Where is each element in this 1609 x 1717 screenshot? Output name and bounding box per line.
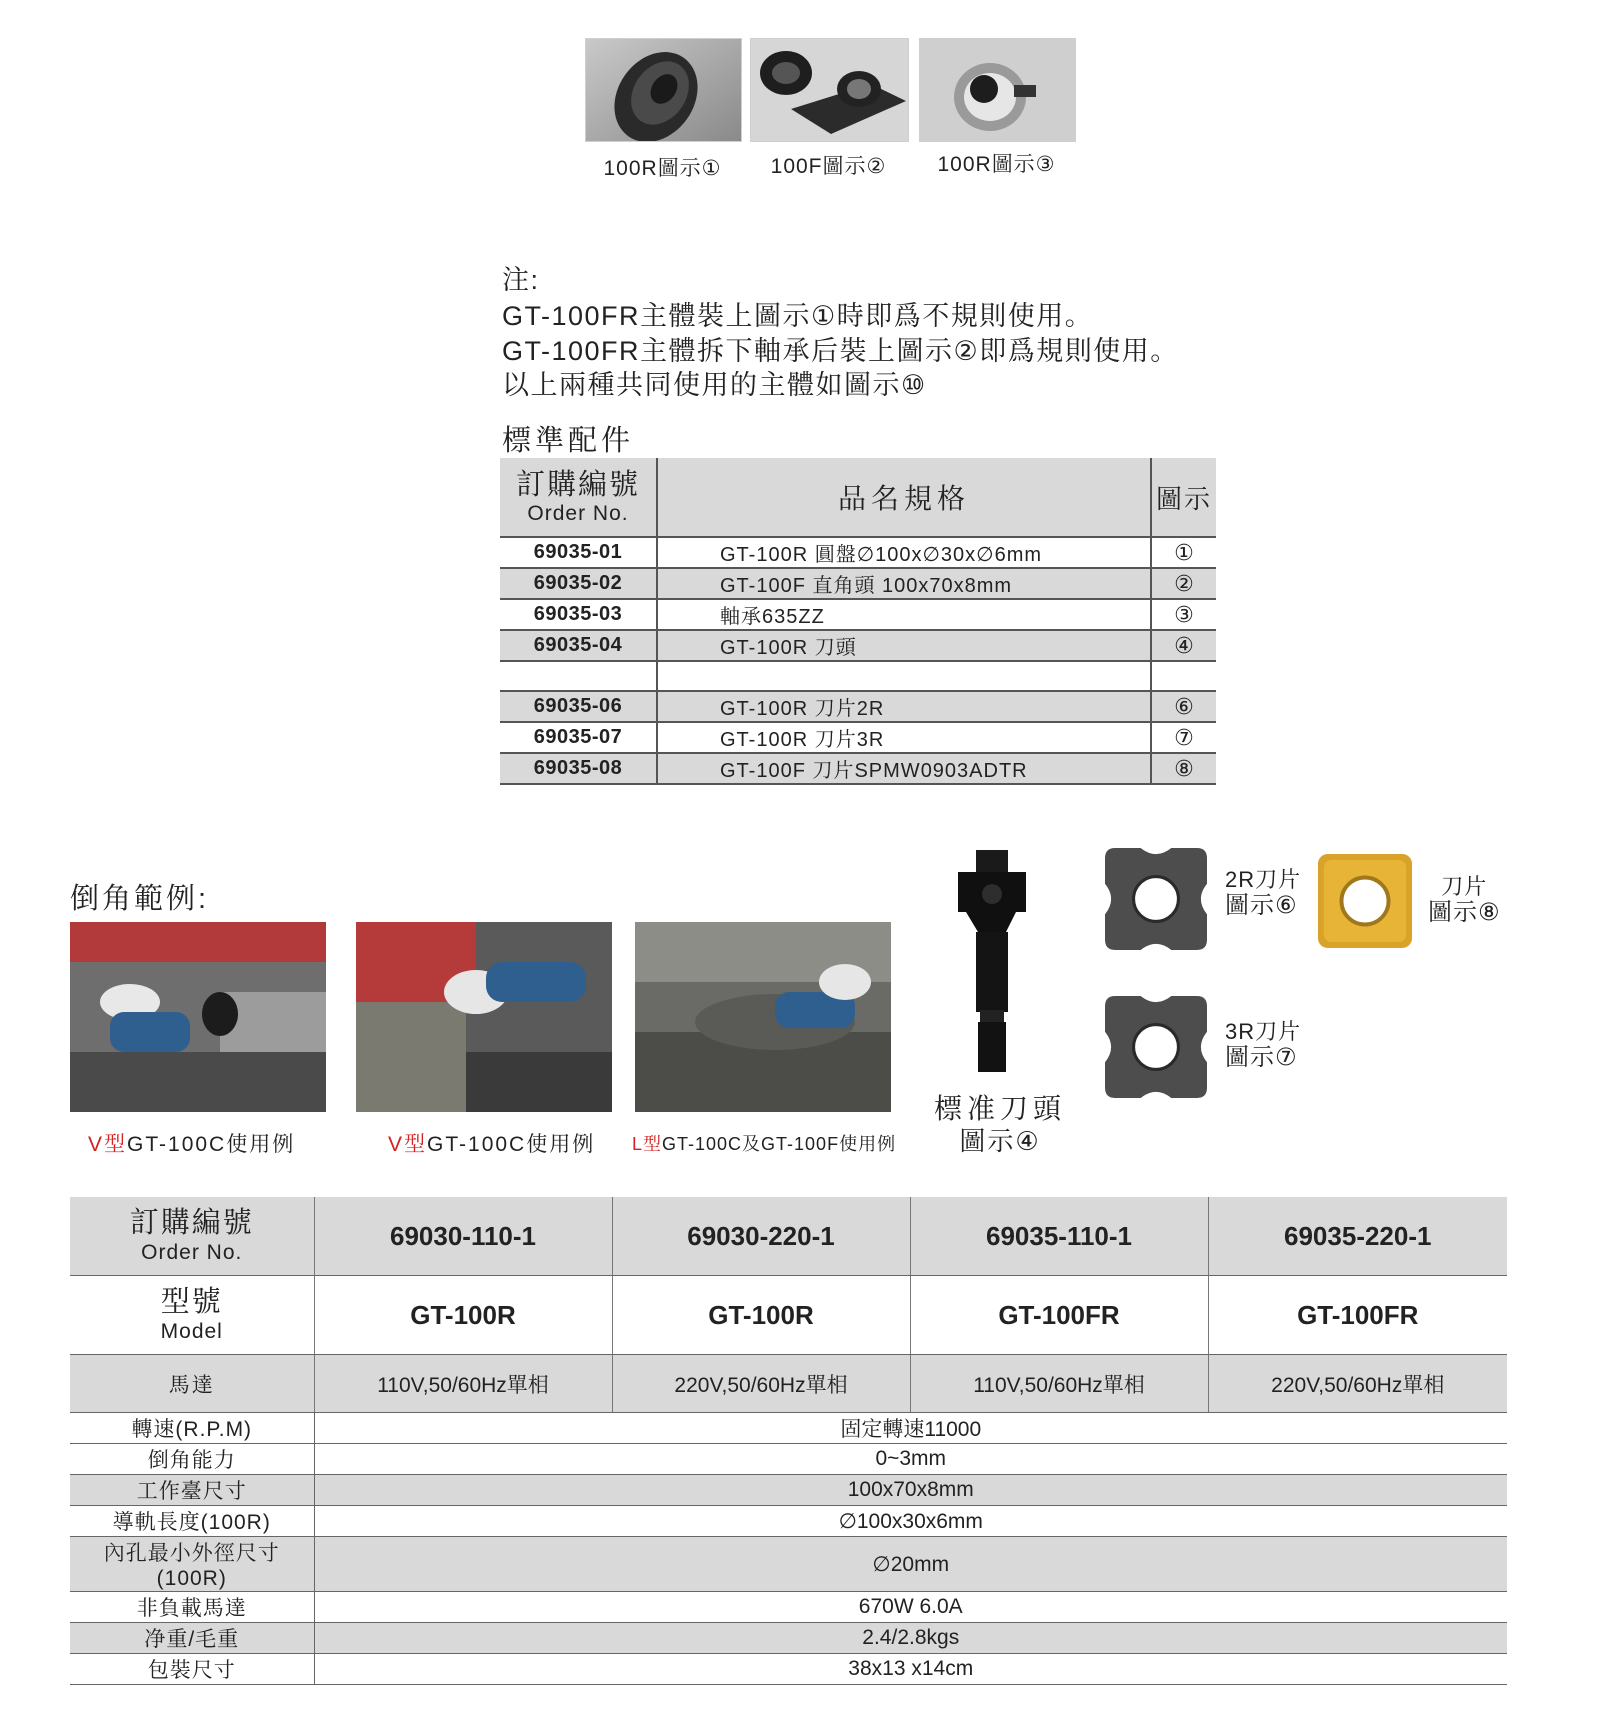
- spec-row-label: 內孔最小外徑尺寸(100R): [70, 1537, 314, 1592]
- spec-row: [70, 1654, 1507, 1685]
- accessories-row: [500, 599, 1216, 630]
- spec-model-label-zh: 型號: [160, 1286, 223, 1318]
- accessories-order: 69035-02: [500, 568, 657, 599]
- examples-title: 倒角範例:: [70, 883, 210, 915]
- spec-row-value: 固定轉速11000: [314, 1413, 1507, 1444]
- accessories-name: 軸承635ZZ: [657, 599, 1151, 630]
- accessories-fig: ③: [1151, 599, 1216, 630]
- example-caption-3-type: L型: [632, 1134, 663, 1154]
- note-line-2: GT-100FR主體拆下軸承后裝上圖示②即爲規則使用。: [502, 336, 1179, 366]
- accessories-fig: [1151, 661, 1216, 691]
- photo-caption-2: 100F圖示②: [770, 155, 887, 178]
- accessories-row: [500, 753, 1216, 784]
- accessories-header-order-en: Order No.: [527, 502, 629, 525]
- example-caption-2: [388, 1128, 595, 1158]
- example-caption-1: [88, 1128, 295, 1158]
- accessories-fig: ⑧: [1151, 753, 1216, 784]
- accessories-fig: ①: [1151, 537, 1216, 568]
- spec-row-label: 倒角能力: [70, 1444, 314, 1475]
- spec-order-number: 69030-110-1: [314, 1197, 612, 1276]
- spec-model: GT-100R: [612, 1276, 910, 1355]
- accessories-order: 69035-06: [500, 691, 657, 722]
- spec-row: [70, 1592, 1507, 1623]
- example-photo-3: [635, 922, 891, 1112]
- spec-motor-label: 馬達: [70, 1355, 314, 1413]
- spec-order-number: 69035-220-1: [1208, 1197, 1507, 1276]
- spec-row-value: 670W 6.0A: [314, 1592, 1507, 1623]
- spec-row-label: 工作臺尺寸: [70, 1475, 314, 1506]
- example-caption-3: [632, 1130, 896, 1156]
- spec-motor: 220V,50/60Hz單相: [1208, 1355, 1507, 1413]
- insert-f-image: [1316, 852, 1414, 950]
- example-photo-2: [356, 922, 612, 1112]
- cutter-head-fig: 圖示④: [959, 1126, 1041, 1156]
- accessories-fig: ⑥: [1151, 691, 1216, 722]
- insert-f-label: 刀片: [1441, 874, 1488, 899]
- accessories-title: 標準配件: [502, 425, 635, 457]
- accessories-header-order-zh: 訂購編號: [515, 469, 640, 501]
- spec-row-value: ∅100x30x6mm: [314, 1506, 1507, 1537]
- spec-order-number: 69030-220-1: [612, 1197, 910, 1276]
- insert-f-caption: [1428, 875, 1501, 927]
- cutter-head-image: [946, 850, 1036, 1085]
- insert-2r-label: 2R刀片: [1225, 867, 1302, 892]
- spec-row: [70, 1506, 1507, 1537]
- insert-3r-caption: [1225, 1020, 1301, 1072]
- accessories-header-name: 品名規格: [657, 458, 1151, 537]
- example-caption-3-text: GT-100C及GT-100F使用例: [662, 1134, 897, 1154]
- photo-100f-angle-head: [750, 38, 909, 142]
- accessories-name: [657, 661, 1151, 691]
- accessories-order: 69035-07: [500, 722, 657, 753]
- insert-2r-image: [1105, 848, 1207, 950]
- spec-model: GT-100FR: [910, 1276, 1208, 1355]
- spec-row-value: 100x70x8mm: [314, 1475, 1507, 1506]
- spec-row: [70, 1623, 1507, 1654]
- spec-model-label-en: Model: [160, 1320, 223, 1343]
- photo-caption-3: 100R圖示③: [937, 153, 1056, 176]
- spec-motor: 220V,50/60Hz單相: [612, 1355, 910, 1413]
- example-caption-2-type: V型: [388, 1133, 428, 1156]
- accessories-row: [500, 691, 1216, 722]
- note-heading: 注:: [502, 265, 540, 295]
- accessories-order: 69035-08: [500, 753, 657, 784]
- accessories-row: [500, 537, 1216, 568]
- spec-model: GT-100FR: [1208, 1276, 1507, 1355]
- accessories-name: GT-100R 刀片2R: [657, 691, 1151, 722]
- spec-row-label: 非負載馬達: [70, 1592, 314, 1623]
- spec-row-label: 轉速(R.P.M): [70, 1413, 314, 1444]
- spec-motor: 110V,50/60Hz單相: [314, 1355, 612, 1413]
- accessories-fig: ④: [1151, 630, 1216, 661]
- spec-table: [70, 1197, 1507, 1685]
- accessories-name: GT-100F 刀片SPMW0903ADTR: [657, 753, 1151, 784]
- accessories-fig: ②: [1151, 568, 1216, 599]
- example-caption-1-text: GT-100C使用例: [127, 1133, 296, 1156]
- accessories-row: [500, 630, 1216, 661]
- example-caption-1-type: V型: [88, 1133, 128, 1156]
- spec-order-number: 69035-110-1: [910, 1197, 1208, 1276]
- accessories-table: [500, 458, 1216, 785]
- insert-3r-fig: 圖示⑦: [1225, 1044, 1298, 1071]
- spec-motor: 110V,50/60Hz單相: [910, 1355, 1208, 1413]
- spec-row-label: 包裝尺寸: [70, 1654, 314, 1685]
- spec-row-value: 38x13 x14cm: [314, 1654, 1507, 1685]
- example-caption-2-text: GT-100C使用例: [427, 1133, 596, 1156]
- spec-model-row: [70, 1276, 1507, 1355]
- insert-2r-caption: [1225, 868, 1301, 920]
- accessories-header-row: [500, 458, 1216, 537]
- spec-row: [70, 1475, 1507, 1506]
- spec-order-label: [70, 1197, 314, 1276]
- note-line-3: 以上兩種共同使用的主體如圖示⑩: [502, 370, 927, 400]
- insert-f-fig: 圖示⑧: [1428, 899, 1501, 926]
- insert-3r-label: 3R刀片: [1225, 1019, 1302, 1044]
- spec-model-label: [70, 1276, 314, 1355]
- accessories-order: 69035-03: [500, 599, 657, 630]
- photo-caption-1: 100R圖示①: [603, 157, 722, 180]
- spec-order-label-en: Order No.: [141, 1241, 243, 1264]
- accessories-name: GT-100R 刀片3R: [657, 722, 1151, 753]
- insert-2r-fig: 圖示⑥: [1225, 892, 1298, 919]
- accessories-fig: ⑦: [1151, 722, 1216, 753]
- spec-row-label: 净重/毛重: [70, 1623, 314, 1654]
- spec-row-value: ∅20mm: [314, 1537, 1507, 1592]
- accessories-order: 69035-04: [500, 630, 657, 661]
- spec-row-value: 2.4/2.8kgs: [314, 1623, 1507, 1654]
- accessories-order: [500, 661, 657, 691]
- photo-100r-disc: [585, 38, 742, 142]
- spec-motor-row: [70, 1355, 1507, 1413]
- accessories-row: [500, 568, 1216, 599]
- insert-3r-image: [1105, 996, 1207, 1098]
- spec-row: [70, 1413, 1507, 1444]
- accessories-name: GT-100F 直角頭 100x70x8mm: [657, 568, 1151, 599]
- spec-row: [70, 1537, 1507, 1592]
- spec-model: GT-100R: [314, 1276, 612, 1355]
- photo-100r-bearing: [919, 38, 1076, 142]
- accessories-row: [500, 722, 1216, 753]
- spec-row-value: 0~3mm: [314, 1444, 1507, 1475]
- example-photo-1: [70, 922, 326, 1112]
- spec-row: [70, 1444, 1507, 1475]
- note-line-1: GT-100FR主體裝上圖示①時即爲不規則使用。: [502, 301, 1094, 331]
- spec-order-label-zh: 訂購編號: [129, 1207, 254, 1239]
- accessories-header-fig: 圖示: [1151, 458, 1216, 537]
- accessories-order: 69035-01: [500, 537, 657, 568]
- accessories-name: GT-100R 圓盤∅100x∅30x∅6mm: [657, 537, 1151, 568]
- cutter-head-caption: [930, 1092, 1070, 1157]
- accessories-name: GT-100R 刀頭: [657, 630, 1151, 661]
- spec-row-label: 導軌長度(100R): [70, 1506, 314, 1537]
- spec-order-row: [70, 1197, 1507, 1276]
- cutter-head-label: 標准刀頭: [933, 1093, 1066, 1124]
- accessories-header-order: [500, 458, 657, 537]
- accessories-row-empty: [500, 661, 1216, 691]
